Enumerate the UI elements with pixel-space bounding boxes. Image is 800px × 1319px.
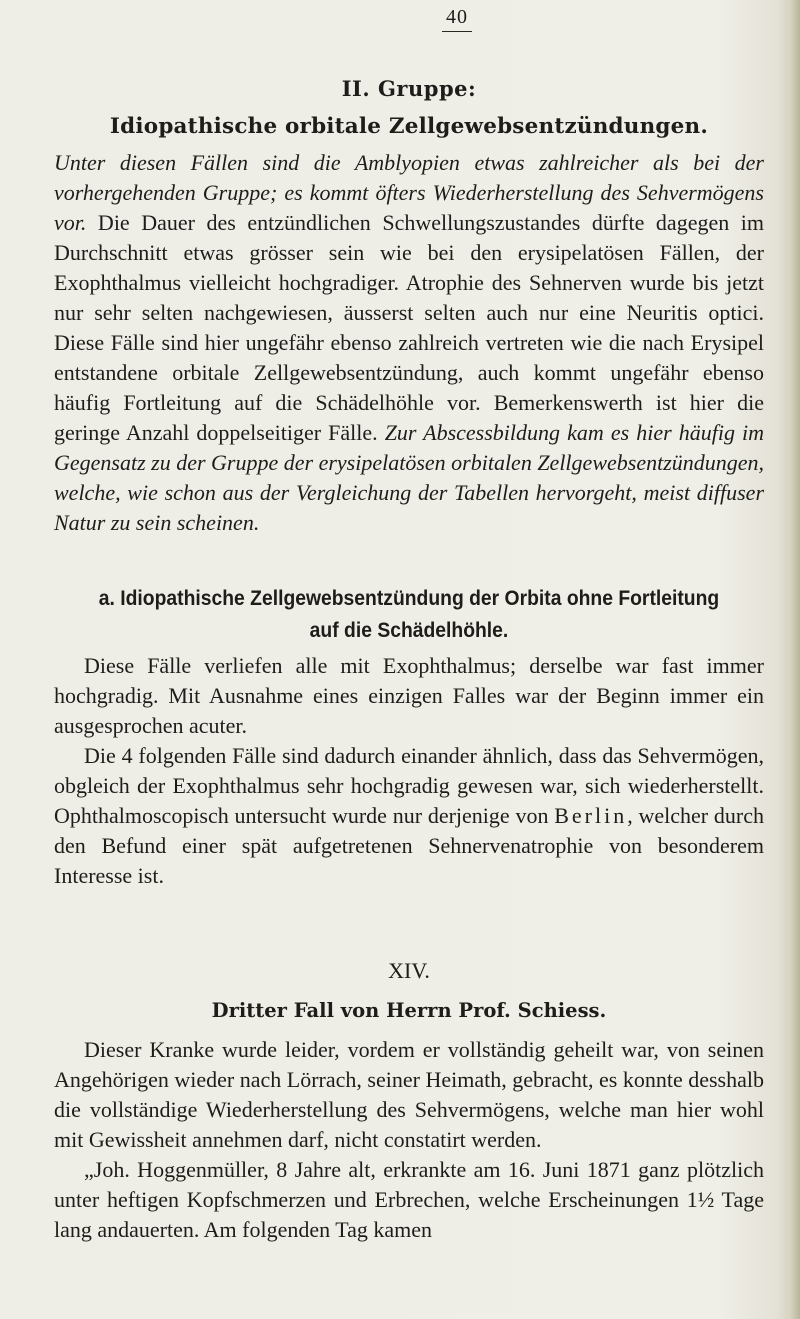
paragraph-case-history: „Joh. Hoggenmüller, 8 Jahre alt, erkrankte am 16. Juni 1871 ganz plötzlich unter heftigen Kopfschmerzen und Erbrechen, welche Erscheinungen 1½ Tage lang andauerten. Am folgenden Tag kamen — [54, 1157, 764, 1242]
subsection-body — [54, 651, 764, 891]
section-title: II. Gruppe: — [341, 76, 477, 101]
page-number: 40 — [442, 6, 472, 32]
intro-body: Die Dauer des entzündlichen Schwellungszustandes dürfte dagegen im Durchschnitt etwas grösser sein wie bei den erysipelatösen Fällen, der Exophthalmus vielleicht hochgradiger. Atrophie des Sehnerven wurde bis jetzt nur sehr selten nachgewiesen, äusserst selten auch nur eine Neuritis optici. Diese Fälle sind hier ungefähr ebenso zahlreich vertreten wie die nach Erysipel entstandene orbitale Zellgewebsentzündung, auch kommt ungefähr ebenso häufig Fortleitung auf die Schädelhöhle vor. Bemerkenswerth ist hier die geringe Anzahl doppelseitiger Fälle. — [54, 210, 764, 445]
intro-italic-end: Zur Abscessbildung kam es hier häufig im Gegensatz zu der Gruppe der erysipelatösen orbitalen Zellgewebsentzündungen, welche, wie schon aus der Vergleichung der Tabellen hervorgeht, meist diffuser Natur zu sein scheinen. — [54, 420, 765, 535]
section-subtitle: Idiopathische orbitale Zellgewebsentzündungen. — [109, 114, 709, 139]
paragraph-four-cases — [54, 741, 764, 891]
case-number: XIV. — [388, 958, 430, 983]
subsection-heading — [82, 583, 735, 647]
four-cases-text-end: , welcher durch den Befund einer spät aufgetretenen Sehnervenatrophie von besonderem Interesse ist. — [54, 803, 765, 888]
case-body — [54, 1035, 764, 1245]
intro-paragraph — [54, 148, 764, 538]
paragraph-exophthalmus: Diese Fälle verliefen alle mit Exophthalmus; derselbe war fast immer hochgradig. Mit Ausnahme eines einzigen Falles war der Beginn immer ein ausgesprochen acuter. — [54, 653, 764, 738]
page-edge-shadow — [782, 0, 800, 1319]
name-berlin: Berlin — [554, 803, 628, 828]
case-title: Dritter Fall von Herrn Prof. Schiess. — [211, 999, 607, 1022]
paragraph-patient-note: Dieser Kranke wurde leider, vordem er vollständig geheilt war, von seinen Angehörigen wieder nach Lörrach, seiner Heimath, gebracht, es konnte desshalb die vollständige Wiederherstellung des Sehvermögens, welche man hier wohl mit Gewissheit annehmen darf, nicht constatirt werden. — [54, 1037, 764, 1152]
intro-italic-start: Unter diesen Fällen sind die Amblyopien etwas zahlreicher als bei der vorhergehenden Gruppe; es kommt öfters Wiederherstellung des Sehvermögens vor. — [54, 150, 764, 235]
subsection-heading-line-2: auf die Schädelhöhle. — [309, 619, 509, 642]
subsection-heading-line-1: a. Idiopathische Zellgewebsentzündung der Orbita ohne Fortleitung — [98, 587, 720, 610]
four-cases-text-start: Die 4 folgenden Fälle sind dadurch einander ähnlich, dass das Sehvermögen, obgleich der Exophthalmus sehr hochgradig gewesen war, sich wiederherstellt. Ophthalmoscopisch untersucht wurde nur derjenige von — [54, 743, 764, 828]
